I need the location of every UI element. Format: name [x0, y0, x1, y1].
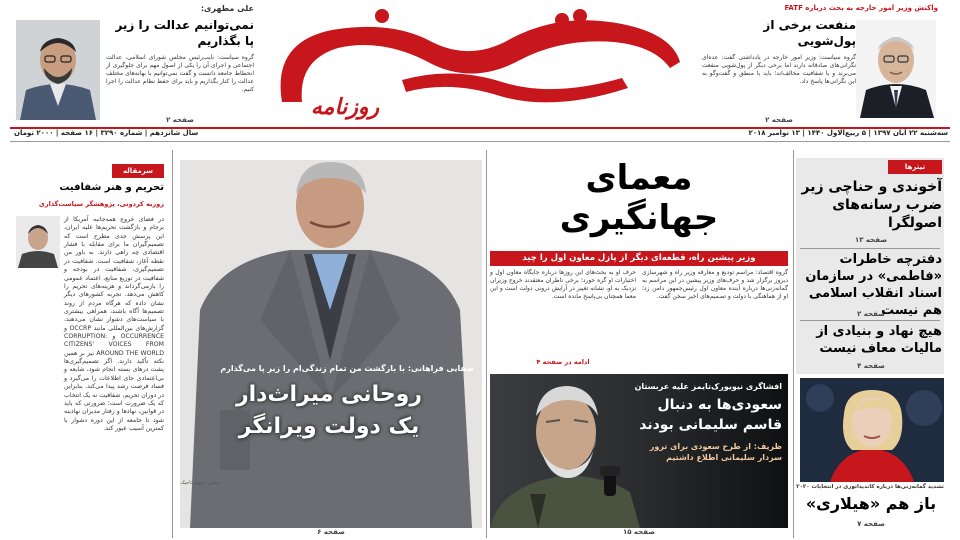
news-box-label: تیترها: [888, 160, 942, 174]
soleimani-title-line2[interactable]: قاسم سلیمانی بودند: [639, 417, 782, 433]
editorial-label: سرمقاله: [112, 164, 164, 178]
news-divider-2: [800, 320, 940, 321]
issue-line: سال شانزدهم | شماره ۳۲۹۰ | ۱۶ صفحه | ۲۰۰۰ تومان: [14, 129, 199, 137]
feature-title-line2[interactable]: یک دولت ویرانگر: [238, 414, 420, 439]
feature-photo: [180, 160, 482, 528]
news-item-3-title[interactable]: هیچ نهاد و بنیادی از مالیات معاف نیست: [816, 324, 942, 356]
zarif-page: صفحه ۲: [765, 116, 793, 124]
soleimani-title-line1[interactable]: سعودی‌ها به دنبال: [657, 397, 782, 413]
editorial-body: در فضای خروج همه‌جانبه آمریکا از برجام و بازگشت تحریم‌ها علیه ایران، این پرسش جدی مطرح است که تصمیم‌گیران ما برای مقابله با فشار اقتصادی چه راهی دارند. به باور من نقطه آغاز، شفافیت است. شفافیت در تصمیم‌گیری، شفافیت در بودجه و شفافیت در توزیع منابع، اعتماد عمومی را بازمی‌گرداند و هزینه‌های تحریم را کاهش می‌دهد. تجربه کشورهای دیگر نشان داده که هرگاه مردم از روند تصمیم‌ها آگاه باشند، همراهی بیشتری با سیاست‌های دشوار نشان می‌دهند. گزارش‌های بین‌المللی مانند OCCRP و OCCURRENCE و CORRUPTION: CITIZENS' VOICES FROM AROUND THE WORLD نیز بر همین نکته تأکید دارند. اگر تصمیم‌گیری‌ها پشت درهای بسته انجام شود، شایعه و بی‌اعتمادی جای اطلاعات را می‌گیرد و فساد فرصت رشد پیدا می‌کند. بنابراین در دوران تحریم، شفافیت نه یک انتخاب که یک ضرورت است؛ ضرورتی که باید در قوانین، نهادها و رفتار مدیران نهادینه شود تا جامعه از این دوره دشوار با کمترین آسیب عبور کند.: [64, 216, 164, 432]
news-item-2-title[interactable]: دفترچه خاطرات «فاطمی» در سازمان اسناد انقلاب اسلامی هم نیست: [805, 252, 942, 318]
zarif-photo: [856, 20, 936, 118]
col-divider-left: [172, 150, 173, 538]
feature-title-line1[interactable]: روحانی میراث‌دار: [235, 382, 423, 407]
col-divider-right: [793, 150, 794, 538]
news-item-3-page: صفحه ۴: [857, 362, 885, 370]
col-divider-center: [486, 150, 487, 538]
zarif-kicker: واکنش وزیر امور خارجه به بحث درباره FATF: [784, 4, 938, 12]
news-item-1-title[interactable]: آخوندی و حناچی زیر ضرب رسانه‌های اصولگرا: [801, 179, 942, 232]
masthead-logo[interactable]: [262, 2, 692, 124]
news-divider-1: [800, 248, 940, 249]
logo-sub: روزنامه: [310, 94, 380, 120]
feature-page: صفحه ۶: [317, 528, 345, 536]
feature-kicker: صفایی فراهانی: با بازگشت من تمام زندگی‌ام را زیر پا می‌گذارم: [220, 364, 474, 373]
soleimani-page: صفحه ۱۵: [622, 528, 656, 536]
zarif-body: گروه سیاست: وزیر امور خارجه در یادداشتی گفت: عده‌ای نگرانی‌های صادقانه دارند اما برخی دیگر از پول‌شویی منفعت می‌برند و با شفافیت مخالف‌اند؛ باید با منطق و گفت‌وگو به این نگرانی‌ها پاسخ داد.: [702, 54, 856, 86]
news-item-1-page: صفحه ۱۳: [854, 236, 888, 244]
date-rule: [10, 141, 950, 142]
soleimani-sub: ظریف: از طرح سعودی برای ترور سردار سلیمانی اطلاع داشتیم: [649, 442, 782, 462]
main-title-line1[interactable]: معمای: [585, 158, 693, 198]
date-line: سه‌شنبه ۲۲ آبان ۱۳۹۷ | ۵ ربیع‌الاول ۱۴۴۰ | ۱۳ نوامبر ۲۰۱۸: [748, 129, 948, 137]
main-subtitle: وزیر پیشین راه، قطعه‌ای دیگر از پازل معاون اول را چید: [490, 251, 788, 266]
motahari-teaser[interactable]: [16, 4, 254, 126]
motahari-photo: [16, 20, 100, 120]
motahari-title: نمی‌توانیم عدالت را زیر پا بگذاریم: [115, 18, 254, 48]
main-continue: ادامه در صفحه ۴: [536, 358, 590, 366]
zarif-teaser[interactable]: [698, 4, 938, 126]
soleimani-kicker: افشاگری نیویورک‌تایمز علیه عربستان: [634, 382, 782, 391]
editorial-title[interactable]: تحریم و هنر شفافیت: [59, 182, 164, 193]
motahari-page: صفحه ۲: [166, 116, 194, 124]
motahari-kicker: علی مطهری:: [200, 4, 254, 13]
hillary-title[interactable]: باز هم «هیلاری»: [805, 494, 937, 513]
editorial-author: روزبه کردونی، پژوهشگر سیاست‌گذاری: [38, 200, 164, 208]
feature-photo-credit: عکس: سهند تاجیک: [180, 480, 220, 486]
main-body-right: گروه اقتصاد: مراسم تودیع و معارفه وزیر راه و شهرسازی دیروز برگزار شد و حرف‌های وزیر پیشین در این مراسم به گمانه‌زنی‌ها درباره آینده معاون اول رئیس‌جمهور دامن زد؛ او از هماهنگی با دولت و تصمیم‌های اخیر سخن گفت.: [642, 269, 788, 301]
main-title-line2[interactable]: جهانگیری: [559, 198, 719, 238]
zarif-title: منفعت برخی از پول‌شویی: [763, 18, 856, 48]
motahari-body: گروه سیاست: نایب‌رئیس مجلس شورای اسلامی، عدالت اجتماعی و اجرای آن را یکی از اصول مهم برای جلوگیری از انحطاط جامعه دانست و گفت نمی‌توانیم با بهانه‌های مختلف عدالت را کنار بگذاریم و باید برای حفظ نظام عدالت را اجرا کنیم.: [106, 54, 254, 94]
hillary-kicker: تشدید گمانه‌زنی‌ها درباره کاندیداتوری در انتخابات ۲۰۲۰: [796, 484, 944, 490]
news-item-2-page: صفحه ۲: [857, 310, 885, 318]
hillary-page: صفحه ۷: [857, 520, 885, 528]
hillary-photo: [800, 378, 944, 482]
main-body-left: حرف او به بحث‌های این روزها درباره جایگاه معاون اول و اختیارات او گره خورد؛ برخی ناظران معتقدند خروج وزیران نزدیک به او، نشانه تغییر در آرایش درونی دولت است و این معما همچنان بی‌پاسخ مانده است.: [490, 269, 636, 301]
